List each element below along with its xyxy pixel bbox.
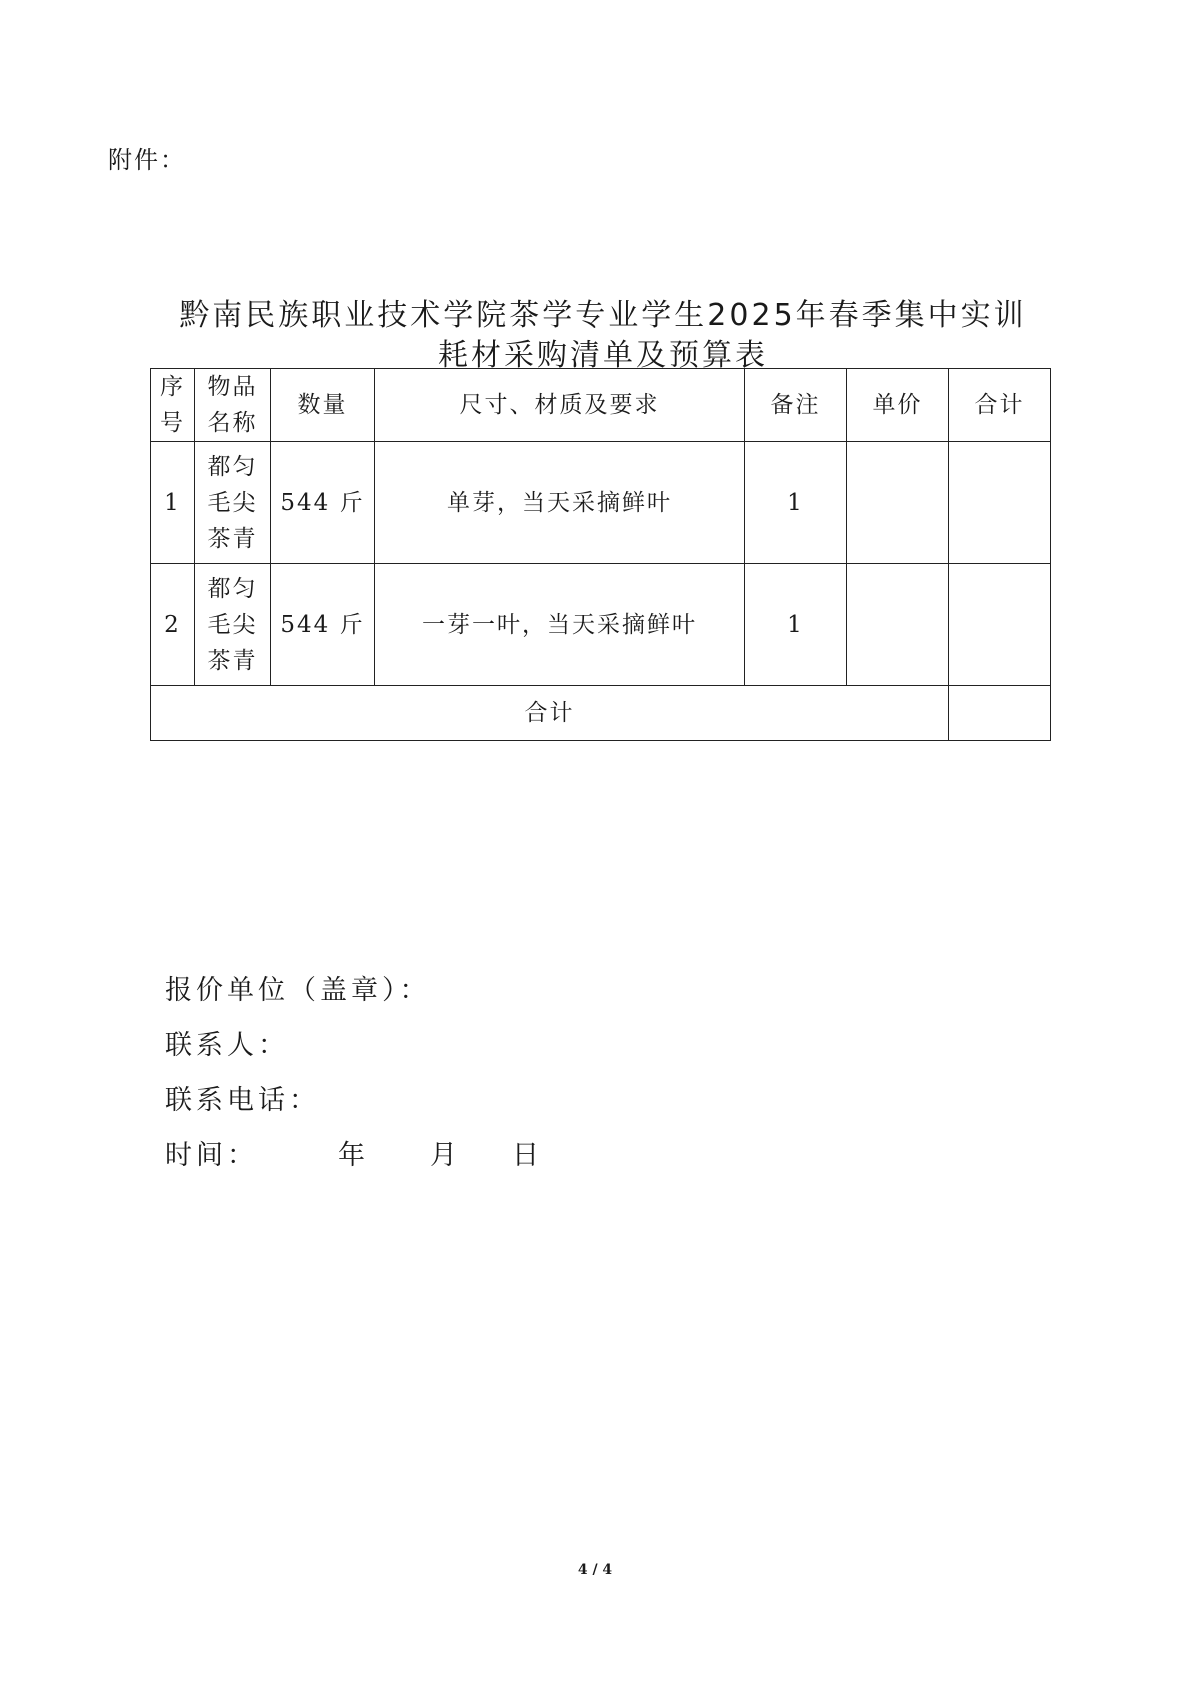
page-number: 4 / 4 [577, 1562, 613, 1578]
row-subtotal [949, 564, 1051, 686]
total-label: 合计 [151, 686, 949, 741]
quote-unit-label: 报价单位（盖章）： [165, 975, 431, 1006]
row-item-name: 都匀 毛尖 茶青 [195, 442, 271, 564]
header-seq: 序 号 [151, 369, 195, 442]
row-spec: 一芽一叶，当天采摘鲜叶 [375, 564, 745, 686]
row-seq: 1 [151, 442, 195, 564]
row-note: 1 [745, 442, 847, 564]
table-row [151, 564, 1051, 686]
table-row [151, 442, 1051, 564]
date-day-label: 日 [512, 1140, 539, 1171]
purchase-budget-table [150, 368, 1051, 741]
row-unit-price [847, 442, 949, 564]
row-spec: 单芽，当天采摘鲜叶 [375, 442, 745, 564]
row-note: 1 [745, 564, 847, 686]
time-label: 时间： [165, 1140, 258, 1171]
row-seq: 2 [151, 564, 195, 686]
document-title-line-1: 黔南民族职业技术学院茶学专业学生2025年春季集中实训 [179, 298, 1027, 333]
document-title-line-2: 耗材采购清单及预算表 [438, 338, 768, 373]
header-note: 备注 [745, 369, 847, 442]
contact-label: 联系人： [165, 1030, 289, 1061]
phone-label: 联系电话： [165, 1085, 320, 1116]
row-unit-price [847, 564, 949, 686]
row-subtotal [949, 442, 1051, 564]
total-value [949, 686, 1051, 741]
header-quantity: 数量 [271, 369, 375, 442]
header-subtotal: 合计 [949, 369, 1051, 442]
header-unit-price: 单价 [847, 369, 949, 442]
header-spec: 尺寸、材质及要求 [375, 369, 745, 442]
table-total-row [151, 686, 1051, 741]
table-header-row [151, 369, 1051, 442]
row-quantity: 544 斤 [271, 442, 375, 564]
row-quantity: 544 斤 [271, 564, 375, 686]
header-item-name: 物品 名称 [195, 369, 271, 442]
attachment-label: 附件： [108, 146, 186, 174]
date-month-label: 月 [430, 1140, 457, 1171]
date-year-label: 年 [338, 1140, 365, 1171]
row-item-name: 都匀 毛尖 茶青 [195, 564, 271, 686]
